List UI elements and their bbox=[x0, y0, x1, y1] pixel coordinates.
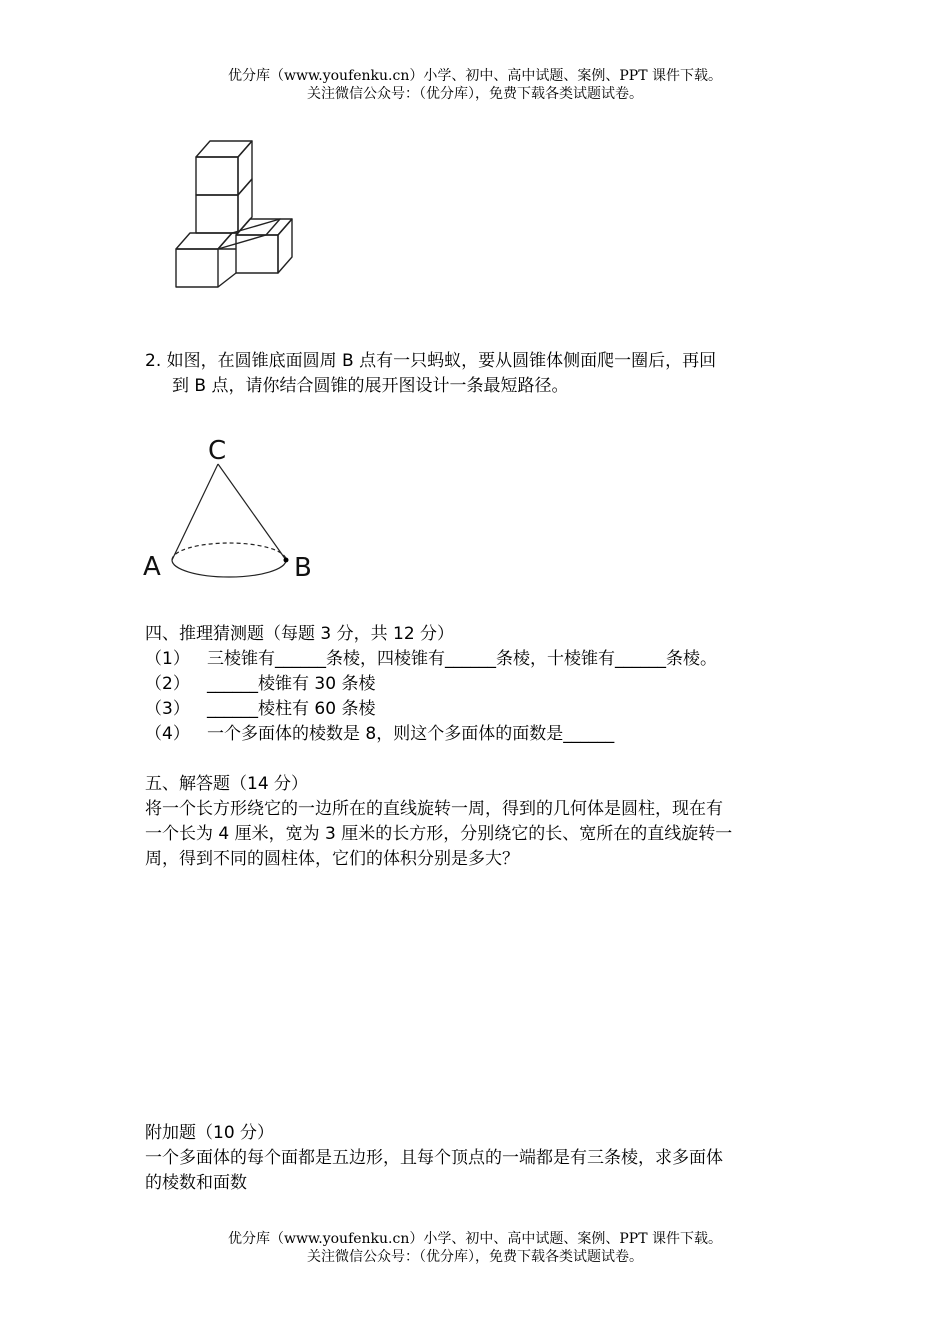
extra-line-1: 一个多面体的每个面都是五边形，且每个顶点的一端都是有三条棱，求多面体 bbox=[145, 1148, 723, 1168]
question-2-line-1: 2. 如图，在圆锥底面圆周 B 点有一只蚂蚁，要从圆锥体侧面爬一圈后，再回 bbox=[145, 351, 717, 371]
cone-base-back bbox=[172, 543, 286, 560]
section-4-item-3 bbox=[145, 697, 375, 722]
label-a: A bbox=[143, 552, 161, 582]
cube-stack-figure bbox=[170, 135, 300, 295]
label-b: B bbox=[294, 553, 312, 583]
header-line-1: 优分库（www.youfenku.cn）小学、初中、高中试题、案例、PPT 课件下载。 bbox=[227, 68, 722, 84]
item-number: （2） bbox=[145, 674, 190, 694]
section-5-line-2: 一个长为 4 厘米，宽为 3 厘米的长方形，分别绕它的长、宽所在的直线旋转一 bbox=[145, 824, 733, 844]
header-line-2: 关注微信公众号：（优分库），免费下载各类试题试卷。 bbox=[307, 86, 643, 102]
footer-line-2: 关注微信公众号：（优分库），免费下载各类试题试卷。 bbox=[307, 1249, 643, 1265]
cone-right-edge bbox=[218, 464, 286, 560]
item-text: 三棱锥有______条棱，四棱锥有______条棱，十棱锥有______条棱。 bbox=[207, 649, 717, 669]
extra-title: 附加题（10 分） bbox=[145, 1123, 275, 1143]
item-number: （1） bbox=[145, 649, 190, 669]
item-text: ______棱锥有 30 条棱 bbox=[207, 674, 376, 694]
point-b-dot bbox=[284, 558, 289, 563]
section-5-line-3: 周，得到不同的圆柱体，它们的体积分别是多大？ bbox=[145, 849, 519, 869]
item-number: （4） bbox=[145, 724, 190, 744]
section-5-title: 五、解答题（14 分） bbox=[145, 774, 309, 794]
extra-line-2: 的棱数和面数 bbox=[145, 1173, 247, 1193]
item-number: （3） bbox=[145, 699, 190, 719]
question-2-line-2: 到 B 点，请你结合圆锥的展开图设计一条最短路径。 bbox=[172, 376, 569, 396]
cone-base-front bbox=[172, 560, 286, 577]
section-4-item-4 bbox=[145, 722, 614, 747]
cone-left-edge bbox=[172, 464, 218, 560]
cone-figure bbox=[140, 430, 330, 590]
item-text: ______棱柱有 60 条棱 bbox=[207, 699, 376, 719]
label-c: C bbox=[208, 436, 227, 466]
section-4-title: 四、推理猜测题（每题 3 分，共 12 分） bbox=[145, 624, 455, 644]
section-5-line-1: 将一个长方形绕它的一边所在的直线旋转一周，得到的几何体是圆柱，现在有 bbox=[145, 799, 723, 819]
footer-line-1: 优分库（www.youfenku.cn）小学、初中、高中试题、案例、PPT 课件下载。 bbox=[227, 1231, 722, 1247]
item-text: 一个多面体的棱数是 8，则这个多面体的面数是______ bbox=[207, 724, 615, 744]
section-4-item-1 bbox=[145, 647, 717, 672]
section-4-item-2 bbox=[145, 672, 375, 697]
